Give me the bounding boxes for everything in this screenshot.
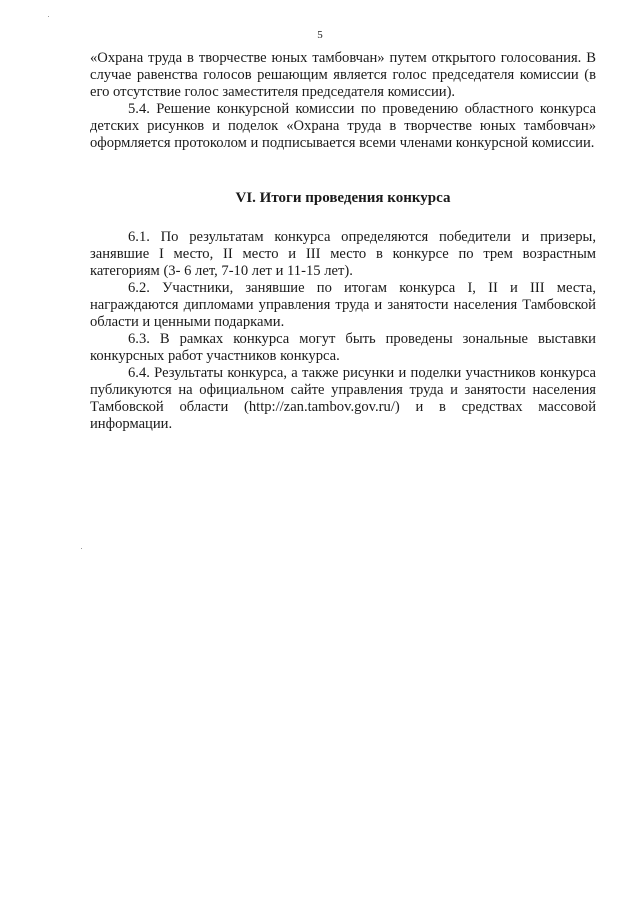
scan-speck bbox=[48, 16, 49, 17]
section-6-heading: VI. Итоги проведения конкурса bbox=[235, 190, 451, 206]
section-5-text bbox=[90, 50, 596, 152]
paragraph-6-4: 6.4. Результаты конкурса, а также рисунки и поделки участников конкурса публикуются на официальном сайте управления труда и занятости населения Тамбовской области (http://zan.tambov.gov.ru/) и в средствах массовой информации. bbox=[90, 365, 596, 432]
scan-speck bbox=[81, 548, 82, 549]
paragraph-6-2: 6.2. Участники, занявшие по итогам конкурса I, II и III места, награждаются дипломами управления труда и занятости населения Тамбовской области и ценными подарками. bbox=[90, 280, 596, 330]
section-6-text bbox=[90, 229, 596, 433]
paragraph-6-3: 6.3. В рамках конкурса могут быть проведены зональные выставки конкурсных работ участников конкурса. bbox=[90, 331, 596, 364]
page-number: 5 bbox=[317, 29, 323, 41]
paragraph-5-4: 5.4. Решение конкурсной комиссии по проведению областного конкурса детских рисунков и поделок «Охрана труда в творчестве юных тамбовчан» оформляется протоколом и подписывается всеми членами конкурсной комиссии. bbox=[90, 101, 596, 151]
paragraph-6-1: 6.1. По результатам конкурса определяются победители и призеры, занявшие I место, II место и III место в конкурсе по трем возрастным категориям (3- 6 лет, 7-10 лет и 11-15 лет). bbox=[90, 229, 596, 279]
paragraph-5-3-continuation: «Охрана труда в творчестве юных тамбовчан» путем открытого голосования. В случае равенства голосов решающим является голос председателя комиссии (в его отсутствие голос заместителя председателя комиссии). bbox=[90, 50, 596, 100]
